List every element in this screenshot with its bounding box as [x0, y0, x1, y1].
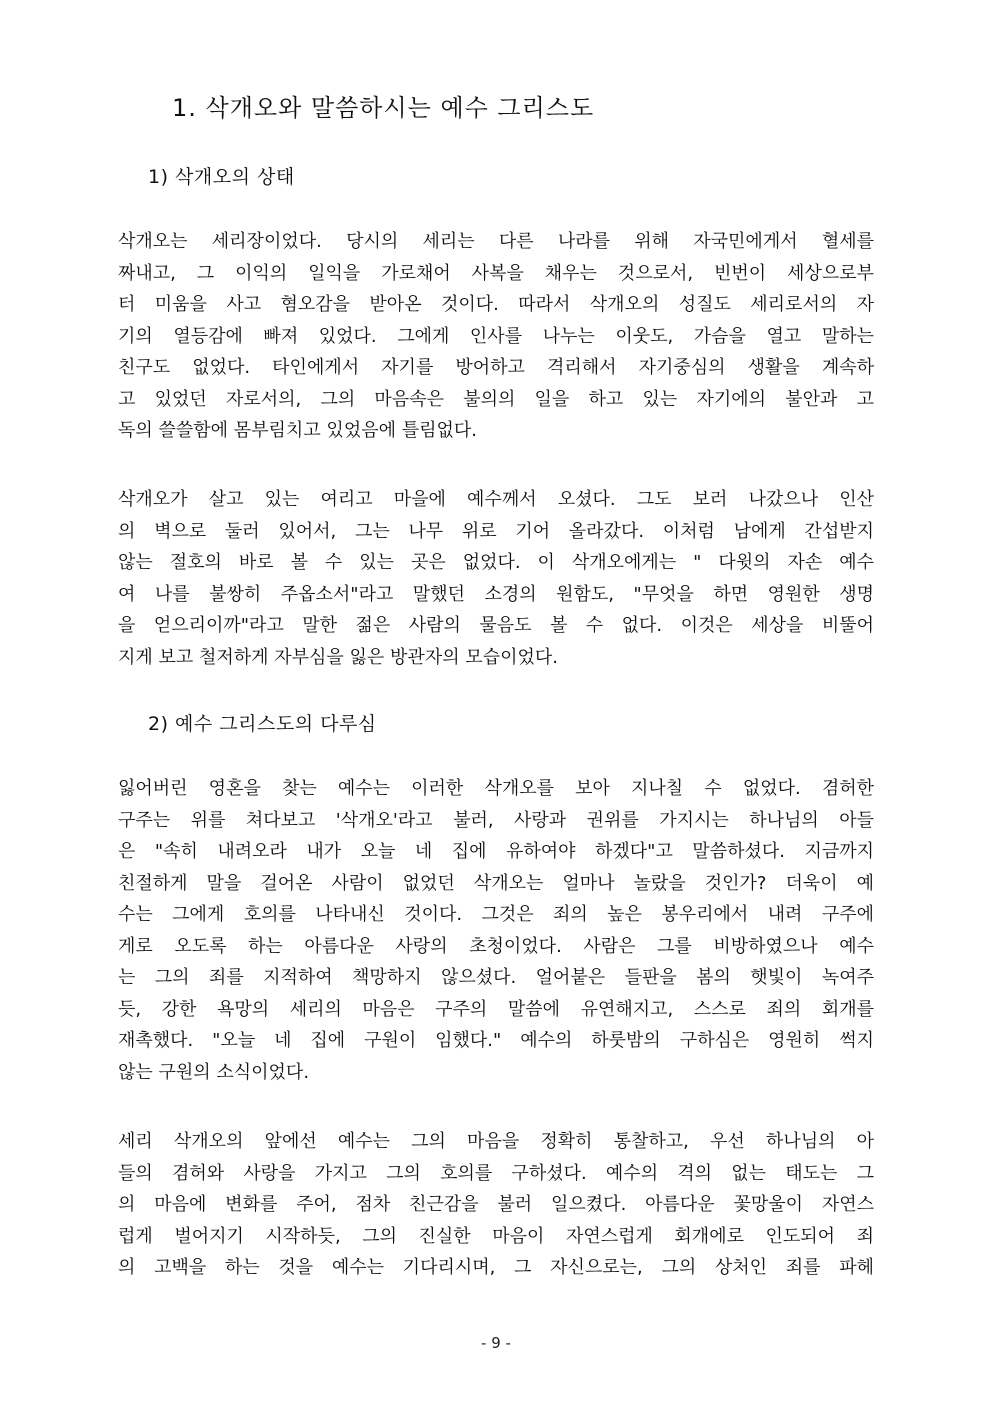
text-line: 친구도 없었다. 타인에게서 자기를 방어하고 격리해서 자기중심의 생활을 계속하 — [118, 357, 874, 378]
text-line: 들의 겸허와 사랑을 가지고 그의 호의를 구하셨다. 예수의 격의 없는 태도는 그 — [118, 1162, 874, 1184]
text-line: 짜내고, 그 이익의 일익을 가로채어 사복을 채우는 것으로서, 빈번이 세상으로부 — [118, 262, 874, 284]
text-line: 는 그의 죄를 지적하여 책망하지 않으셨다. 얼어붙은 들판을 봄의 햇빛이 녹여주 — [118, 967, 874, 988]
text-line: 게로 오도록 하는 아름다운 사랑의 초청이었다. 사람은 그를 비방하였으나 예수 — [118, 935, 874, 957]
text-line: 의 마음에 변화를 주어, 점차 친근감을 불러 일으켰다. 아름다운 꽃망울이 자연스 — [118, 1194, 874, 1215]
text-line: 않는 절호의 바로 볼 수 있는 곳은 없었다. 이 삭개오에게는 " 다윗의 자손 예수 — [118, 552, 874, 573]
text-line: 독의 쓸쓸함에 몸부림치고 있었음에 틀림없다. — [118, 420, 477, 441]
text-line: 의 고백을 하는 것을 예수는 기다리시며, 그 자신으로는, 그의 상처인 죄를 파헤 — [118, 1257, 874, 1278]
text-line: 삭개오가 살고 있는 여리고 마을에 예수께서 오셨다. 그도 보러 나갔으나 인산 — [118, 489, 874, 510]
section-heading-1: 1) 삭개오의 상태 — [148, 166, 295, 188]
section-heading-2: 2) 예수 그리스도의 다루심 — [148, 713, 377, 735]
text-line: 삭개오는 세리장이었다. 당시의 세리는 다른 나라를 위해 자국민에게서 혈세를 — [118, 231, 874, 252]
text-line: 의 벽으로 둘러 있어서, 그는 나무 위로 기어 올라갔다. 이처럼 남에게 간섭받지 — [118, 520, 874, 542]
text-line: 구주는 위를 쳐다보고 '삭개오'라고 불러, 사랑과 권위를 가지시는 하나님의 아들 — [118, 809, 874, 831]
text-line: 않는 구원의 소식이었다. — [118, 1061, 310, 1083]
paragraph-1 — [118, 226, 874, 447]
text-line: 듯, 강한 욕망의 세리의 마음은 구주의 말씀에 유연해지고, 스스로 죄의 회개를 — [118, 998, 874, 1020]
text-line: 잃어버린 영혼을 찾는 예수는 이러한 삭개오를 보아 지나칠 수 없었다. 겸허한 — [118, 778, 874, 799]
text-line: 수는 그에게 호의를 나타내신 것이다. 그것은 죄의 높은 봉우리에서 내려 구주에 — [118, 904, 874, 925]
text-line: 럽게 벌어지기 시작하듯, 그의 진실한 마음이 자연스럽게 회개에로 인도되어 죄 — [118, 1225, 874, 1247]
text-line: 터 미움을 사고 혐오감을 받아온 것이다. 따라서 삭개오의 성질도 세리로서의 자 — [118, 294, 874, 315]
text-line: 은 "속히 내려오라 내가 오늘 네 집에 유하여야 하겠다"고 말씀하셨다. 지금까지 — [118, 841, 874, 862]
paragraph-2 — [118, 484, 874, 673]
text-line: 을 얻으리이까"라고 말한 젊은 사람의 물음도 볼 수 없다. 이것은 세상을 비뚤어 — [118, 615, 874, 636]
chapter-heading: 1. 삭개오와 말씀하시는 예수 그리스도 — [172, 94, 595, 122]
text-line: 고 있었던 자로서의, 그의 마음속은 불의의 일을 하고 있는 자기에의 불안과 고 — [118, 388, 874, 410]
paragraph-3 — [118, 773, 874, 1088]
text-line: 재촉했다. "오늘 네 집에 구원이 임했다." 예수의 하룻밤의 구하심은 영원히 썩지 — [118, 1030, 874, 1051]
page-number: - 9 - — [481, 1334, 511, 1352]
text-line: 기의 열등감에 빠져 있었다. 그에게 인사를 나누는 이웃도, 가슴을 열고 말하는 — [118, 325, 874, 347]
paragraph-4 — [118, 1126, 874, 1284]
text-line: 친절하게 말을 걸어온 사람이 없었던 삭개오는 얼마나 놀랐을 것인가? 더욱이 예 — [118, 872, 874, 894]
text-line: 지게 보고 철저하게 자부심을 잃은 방관자의 모습이었다. — [118, 646, 558, 668]
text-line: 세리 삭개오의 앞에선 예수는 그의 마음을 정확히 통찰하고, 우선 하나님의 아 — [118, 1131, 874, 1152]
text-line: 여 나를 불쌍히 주옵소서"라고 말했던 소경의 원함도, "무엇을 하면 영원한 생명 — [118, 583, 874, 605]
